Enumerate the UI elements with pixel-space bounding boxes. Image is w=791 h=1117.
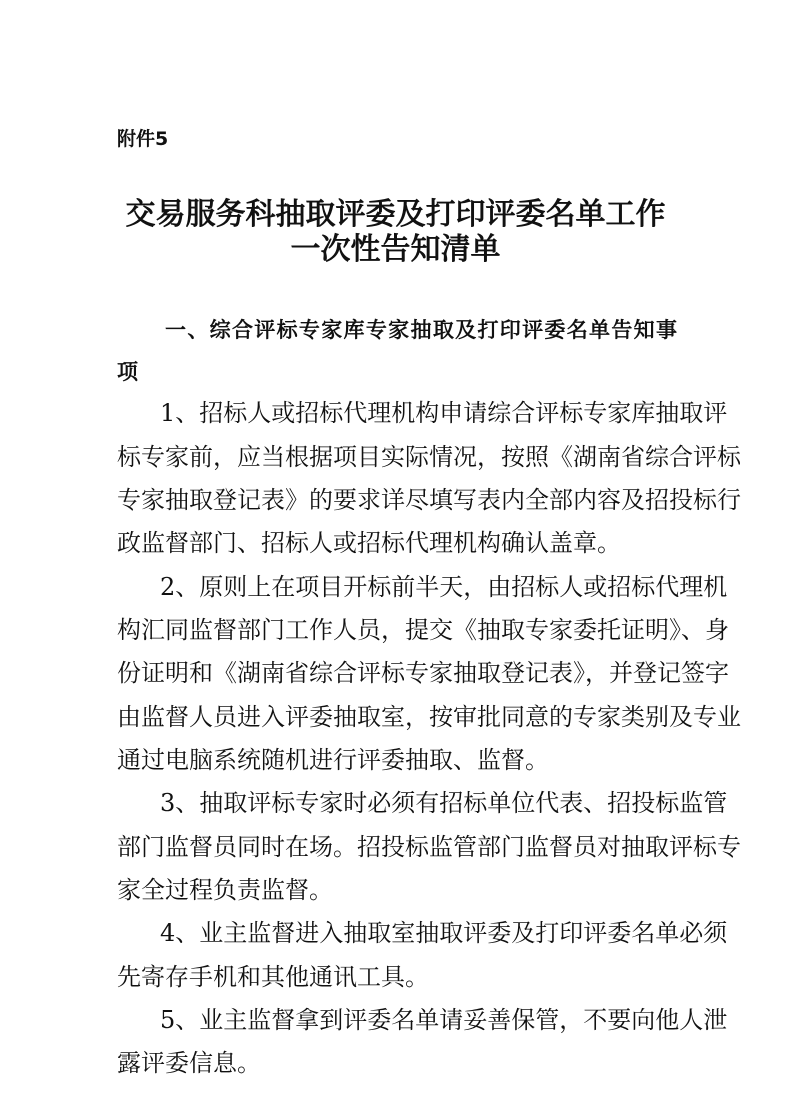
document-title-line2: 一次性告知清单 [290,232,501,267]
document-title-line1: 交易服务科抽取评委及打印评委名单工作 [125,197,666,232]
paragraph-2-line: 构汇同监督部门工作人员，提交《抽取专家委托证明》、身 [117,616,729,644]
paragraph-2-line: 2、原则上在项目开标前半天，由招标人或招标代理机 [160,573,728,601]
paragraph-1-line: 1、招标人或招标代理机构申请综合评标专家库抽取评 [160,399,728,427]
paragraph-2-line: 份证明和《湖南省综合评标专家抽取登记表》，并登记签字 [117,659,729,687]
paragraph-1-line: 政监督部门、招标人或招标代理机构确认盖章。 [117,529,621,557]
paragraph-4-line: 先寄存手机和其他通讯工具。 [117,963,429,991]
paragraph-5-line: 5、业主监督拿到评委名单请妥善保管，不要向他人泄 [160,1006,728,1034]
paragraph-3-line: 3、抽取评标专家时必须有招标单位代表、招投标监管 [160,789,728,817]
section-heading: 一、综合评标专家库专家抽取及打印评委名单告知事 [165,318,677,342]
paragraph-4-line: 4、业主监督进入抽取室抽取评委及打印评委名单必须 [160,919,728,947]
paragraph-5-line: 露评委信息。 [117,1049,261,1077]
attachment-label: 附件5 [117,128,169,150]
paragraph-3-line: 部门监督员同时在场。招投标监管部门监督员对抽取评标专 [117,833,741,861]
paragraph-3-line: 家全过程负责监督。 [117,876,333,904]
paragraph-1-line: 标专家前，应当根据项目实际情况，按照《湖南省综合评标 [117,443,741,471]
paragraph-2-line: 由监督人员进入评委抽取室，按审批同意的专家类别及专业 [117,703,741,731]
paragraph-2-line: 通过电脑系统随机进行评委抽取、监督。 [117,746,549,774]
section-heading-cont: 项 [117,360,138,384]
paragraph-1-line: 专家抽取登记表》的要求详尽填写表内全部内容及招投标行 [117,486,741,514]
